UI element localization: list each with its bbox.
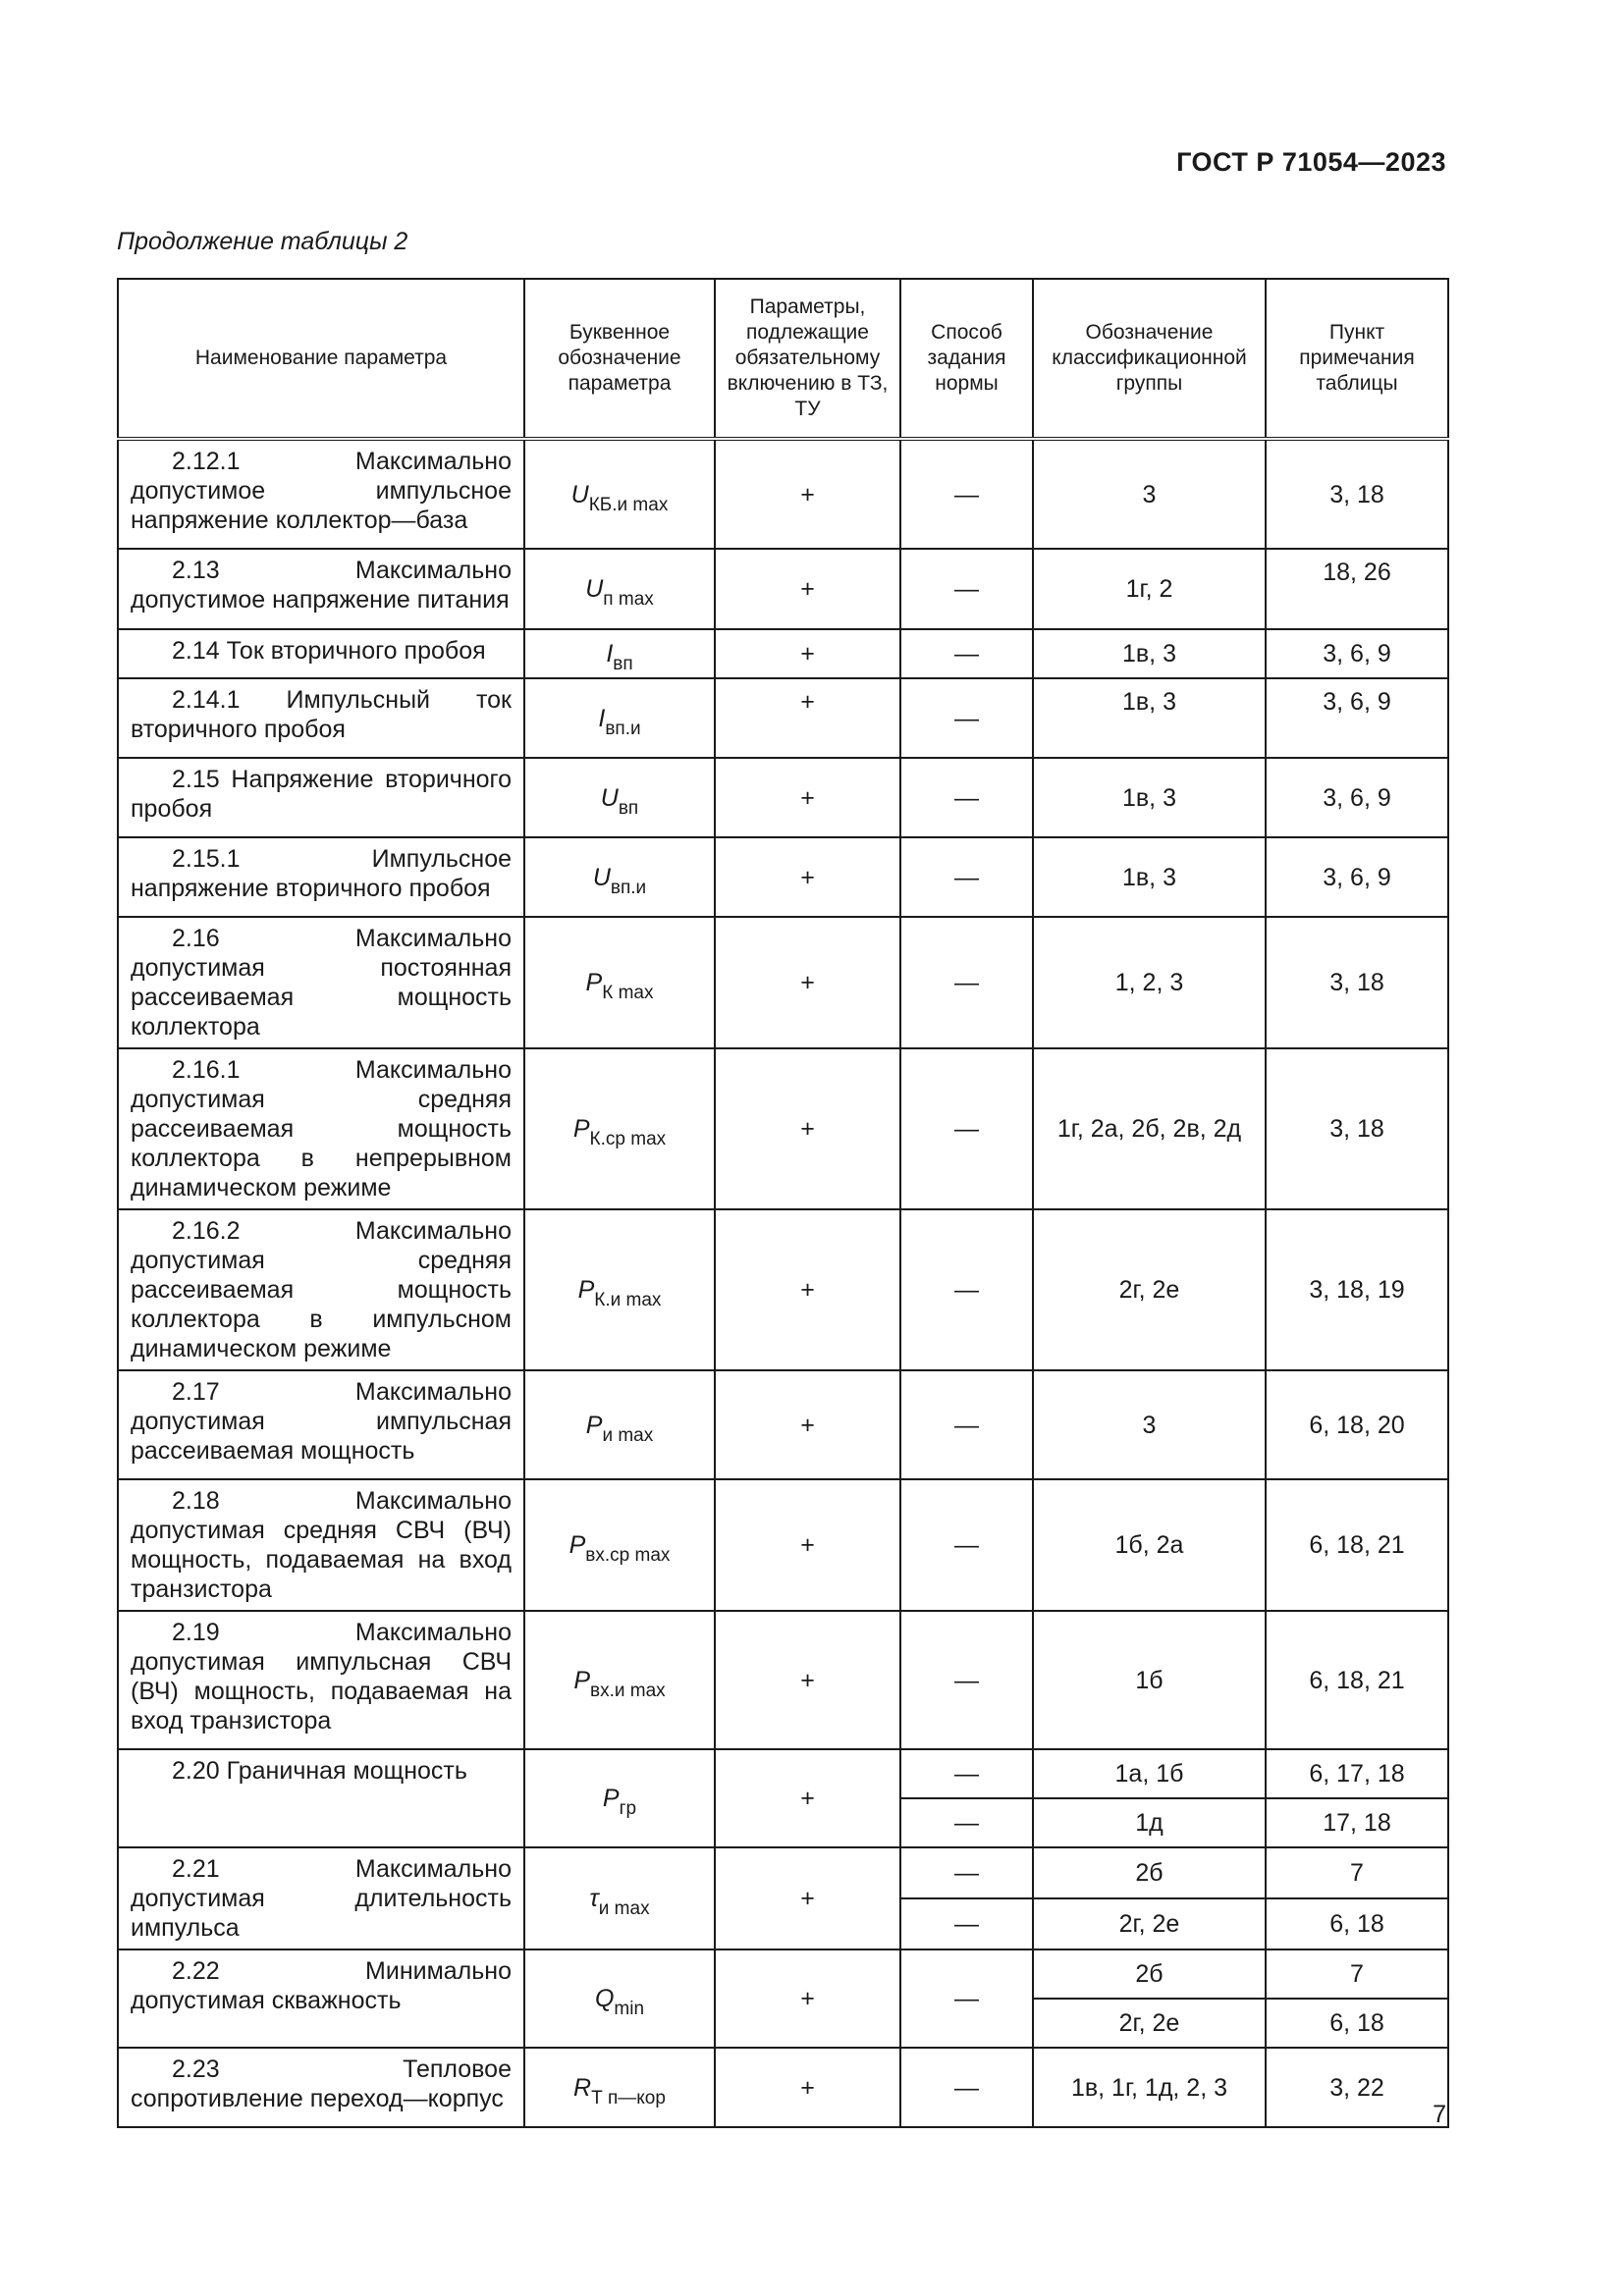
table-row	[118, 917, 1448, 1048]
norm-method: —	[900, 549, 1033, 629]
note-ref: 18, 26	[1266, 549, 1448, 629]
class-group: 2б	[1033, 1949, 1266, 1999]
required-mark: +	[715, 678, 900, 758]
param-name: 2.21 Максимально допустимая длительность импульса	[118, 1847, 524, 1949]
param-symbol: $P_{К.и max}$	[524, 1209, 715, 1370]
note-ref: 17, 18	[1266, 1798, 1448, 1847]
param-symbol: $P_{гр}$	[524, 1749, 715, 1847]
norm-method: —	[900, 2048, 1033, 2127]
table-caption: Продолжение таблицы 2	[117, 228, 408, 255]
note-ref: 3, 22	[1266, 2048, 1448, 2127]
note-ref: 3, 6, 9	[1266, 837, 1448, 917]
param-name: 2.12.1 Максимально допустимое импульсное напряжение коллектор—база	[118, 439, 524, 549]
param-name: 2.19 Максимально допустимая импульсная СВЧ (ВЧ) мощность, подаваемая на вход транзистора	[118, 1611, 524, 1749]
table-row	[118, 1749, 1448, 1798]
class-group: 2г, 2е	[1033, 1898, 1266, 1949]
class-group: 1г, 2а, 2б, 2в, 2д	[1033, 1048, 1266, 1209]
param-name: 2.15 Напряжение вторичного пробоя	[118, 758, 524, 837]
parameters-table	[117, 278, 1449, 2128]
col-header-group: Обозначение классификационной группы	[1033, 279, 1266, 439]
param-symbol: $P_{вх.и max}$	[524, 1611, 715, 1749]
class-group: 1д	[1033, 1798, 1266, 1847]
norm-method: —	[900, 1479, 1033, 1611]
col-header-name: Наименование параметра	[118, 279, 524, 439]
note-ref: 6, 18, 20	[1266, 1370, 1448, 1479]
required-mark: +	[715, 758, 900, 837]
table-row	[118, 1370, 1448, 1479]
param-name: 2.16 Максимально допустимая постоянная рассеиваемая мощность коллектора	[118, 917, 524, 1048]
required-mark: +	[715, 1749, 900, 1847]
note-ref: 6, 17, 18	[1266, 1749, 1448, 1798]
table-row	[118, 837, 1448, 917]
param-name: 2.16.1 Максимально допустимая средняя рассеиваемая мощность коллектора в непрерывном динамическом режиме	[118, 1048, 524, 1209]
note-ref: 6, 18	[1266, 1999, 1448, 2048]
norm-method: —	[900, 758, 1033, 837]
note-ref: 3, 18	[1266, 439, 1448, 549]
norm-method: —	[900, 1611, 1033, 1749]
norm-method: —	[900, 1370, 1033, 1479]
table-row	[118, 1949, 1448, 1999]
class-group: 2б	[1033, 1847, 1266, 1898]
table-row	[118, 439, 1448, 549]
norm-method: —	[900, 1209, 1033, 1370]
table-header-row	[118, 279, 1448, 439]
param-symbol: $U_{вп.и}$	[524, 837, 715, 917]
note-ref: 3, 6, 9	[1266, 758, 1448, 837]
note-ref: 7	[1266, 1949, 1448, 1999]
table-row	[118, 2048, 1448, 2127]
note-ref: 3, 18	[1266, 917, 1448, 1048]
param-symbol: $P_{К.ср max}$	[524, 1048, 715, 1209]
class-group: 1б, 2а	[1033, 1479, 1266, 1611]
table-row	[118, 629, 1448, 678]
class-group: 2г, 2е	[1033, 1999, 1266, 2048]
norm-method: —	[900, 1949, 1033, 2048]
required-mark: +	[715, 1370, 900, 1479]
required-mark: +	[715, 629, 900, 678]
table-row	[118, 1048, 1448, 1209]
table-row	[118, 1611, 1448, 1749]
norm-method: —	[900, 837, 1033, 917]
norm-method: —	[900, 1898, 1033, 1949]
norm-method: —	[900, 629, 1033, 678]
param-symbol: $P_{вх.ср max}$	[524, 1479, 715, 1611]
class-group: 1в, 3	[1033, 678, 1266, 758]
note-ref: 3, 6, 9	[1266, 678, 1448, 758]
note-ref: 6, 18, 21	[1266, 1611, 1448, 1749]
note-ref: 6, 18	[1266, 1898, 1448, 1949]
param-name: 2.14.1 Импульсный ток вторичного пробоя	[118, 678, 524, 758]
param-name: 2.13 Максимально допустимое напряжение питания	[118, 549, 524, 629]
class-group: 1а, 1б	[1033, 1749, 1266, 1798]
norm-method: —	[900, 917, 1033, 1048]
class-group: 2г, 2е	[1033, 1209, 1266, 1370]
param-symbol: $U_{КБ.и max}$	[524, 439, 715, 549]
param-symbol: $P_{К max}$	[524, 917, 715, 1048]
norm-method: —	[900, 1048, 1033, 1209]
param-name: 2.20 Граничная мощность	[118, 1749, 524, 1847]
norm-method: —	[900, 1798, 1033, 1847]
required-mark: +	[715, 439, 900, 549]
param-name: 2.15.1 Импульсное напряжение вторичного пробоя	[118, 837, 524, 917]
param-symbol: $U_{п max}$	[524, 549, 715, 629]
required-mark: +	[715, 837, 900, 917]
required-mark: +	[715, 917, 900, 1048]
param-name: 2.17 Максимально допустимая импульсная рассеиваемая мощность	[118, 1370, 524, 1479]
param-symbol: $U_{вп}$	[524, 758, 715, 837]
class-group: 1г, 2	[1033, 549, 1266, 629]
required-mark: +	[715, 1209, 900, 1370]
note-ref: 3, 18	[1266, 1048, 1448, 1209]
class-group: 1в, 3	[1033, 837, 1266, 917]
standard-designation: ГОСТ Р 71054—2023	[1176, 147, 1446, 177]
param-name: 2.22 Минимально допустимая скважность	[118, 1949, 524, 2048]
required-mark: +	[715, 1949, 900, 2048]
required-mark: +	[715, 1847, 900, 1949]
required-mark: +	[715, 2048, 900, 2127]
page-number: 7	[1433, 2101, 1446, 2128]
param-symbol: $I_{вп}$	[524, 629, 715, 678]
norm-method: —	[900, 1749, 1033, 1798]
param-name: 2.14 Ток вторичного пробоя	[118, 629, 524, 678]
required-mark: +	[715, 1611, 900, 1749]
param-symbol: $R_{Т п—кор}$	[524, 2048, 715, 2127]
note-ref: 7	[1266, 1847, 1448, 1898]
table-row	[118, 758, 1448, 837]
note-ref: 3, 6, 9	[1266, 629, 1448, 678]
note-ref: 3, 18, 19	[1266, 1209, 1448, 1370]
table-row	[118, 678, 1448, 758]
class-group: 1в, 1г, 1д, 2, 3	[1033, 2048, 1266, 2127]
class-group: 1в, 3	[1033, 758, 1266, 837]
col-header-method: Способ задания нормы	[900, 279, 1033, 439]
table-row	[118, 1479, 1448, 1611]
table-row	[118, 1847, 1448, 1898]
param-symbol: $\tau_{и max}$	[524, 1847, 715, 1949]
col-header-note: Пункт примечания таблицы	[1266, 279, 1448, 439]
class-group: 1, 2, 3	[1033, 917, 1266, 1048]
class-group: 1б	[1033, 1611, 1266, 1749]
col-header-required: Параметры, подлежащие обязательному включению в ТЗ, ТУ	[715, 279, 900, 439]
note-ref: 6, 18, 21	[1266, 1479, 1448, 1611]
required-mark: +	[715, 549, 900, 629]
required-mark: +	[715, 1048, 900, 1209]
param-symbol: $P_{и max}$	[524, 1370, 715, 1479]
param-name: 2.18 Максимально допустимая средняя СВЧ (ВЧ) мощность, подаваемая на вход транзистора	[118, 1479, 524, 1611]
class-group: 3	[1033, 1370, 1266, 1479]
table-row	[118, 1209, 1448, 1370]
table-row	[118, 549, 1448, 629]
norm-method: —	[900, 439, 1033, 549]
required-mark: +	[715, 1479, 900, 1611]
param-name: 2.23 Тепловое сопротивление переход—корпус	[118, 2048, 524, 2127]
norm-method: —	[900, 1847, 1033, 1898]
param-symbol: $I_{вп.и}$	[524, 678, 715, 758]
norm-method: —	[900, 678, 1033, 758]
col-header-symbol: Буквенное обозначение параметра	[524, 279, 715, 439]
param-name: 2.16.2 Максимально допустимая средняя рассеиваемая мощность коллектора в импульсном динамическом режиме	[118, 1209, 524, 1370]
class-group: 1в, 3	[1033, 629, 1266, 678]
param-symbol: $Q_{min}$	[524, 1949, 715, 2048]
class-group: 3	[1033, 439, 1266, 549]
